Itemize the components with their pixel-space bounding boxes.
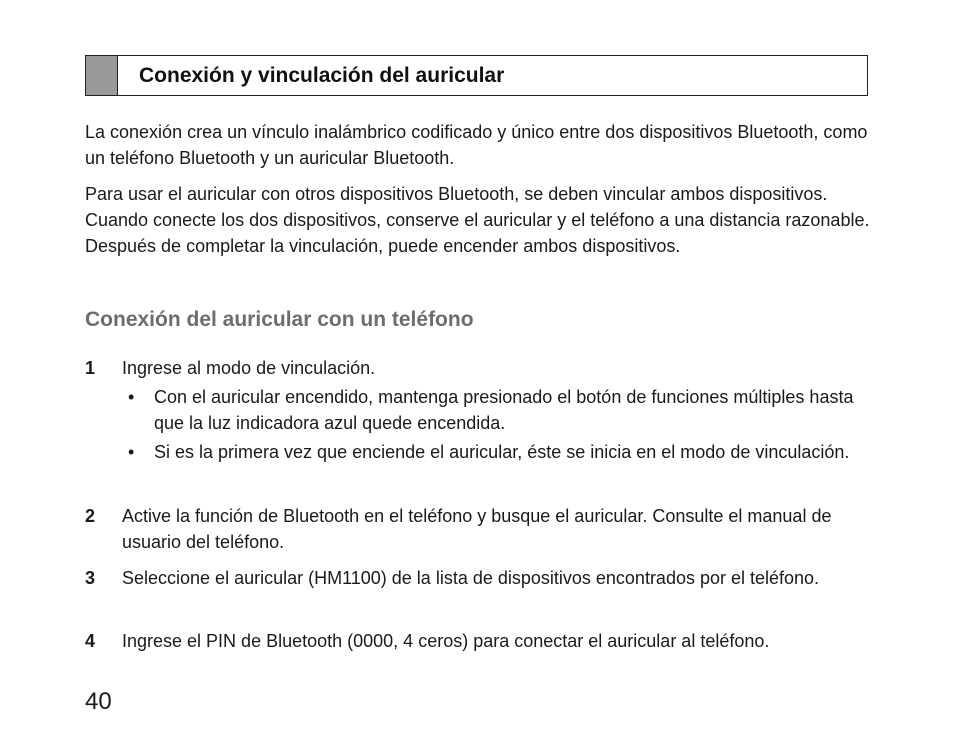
bullet-text: Si es la primera vez que enciende el auricular, éste se inicia en el modo de vinculación. bbox=[154, 442, 850, 462]
intro-paragraph-2: Para usar el auricular con otros dispositivos Bluetooth, se deben vincular ambos dispositivos. Cuando conecte los dos dispositivos, conserve el auricular y el teléfono a una distancia razonable. Después de completar la vinculación, puede encender ambos dispositivos. bbox=[85, 184, 870, 256]
bullet-icon: • bbox=[128, 387, 135, 407]
section-header bbox=[85, 55, 868, 96]
page-number: 40 bbox=[85, 688, 112, 715]
intro-paragraph-1: La conexión crea un vínculo inalámbrico codificado y único entre dos dispositivos Bluetooth, como un teléfono Bluetooth y un auricular Bluetooth. bbox=[85, 122, 868, 168]
step-number: 1 bbox=[85, 358, 96, 378]
step-number: 2 bbox=[85, 506, 96, 526]
step-text: Seleccione el auricular (HM1100) de la lista de dispositivos encontrados por el teléfono. bbox=[122, 568, 820, 588]
step-text: Active la función de Bluetooth en el teléfono y busque el auricular. Consulte el manual de usuario del teléfono. bbox=[122, 506, 832, 552]
step-text: Ingrese el PIN de Bluetooth (0000, 4 ceros) para conectar el auricular al teléfono. bbox=[122, 631, 770, 651]
section-marker bbox=[86, 56, 118, 95]
subsection-title: Conexión del auricular con un teléfono bbox=[85, 308, 474, 331]
step-text: Ingrese al modo de vinculación. bbox=[122, 358, 376, 378]
section-title: Conexión y vinculación del auricular bbox=[139, 63, 505, 87]
bullet-icon: • bbox=[128, 442, 135, 462]
step-number: 3 bbox=[85, 568, 96, 588]
step-number: 4 bbox=[85, 631, 96, 651]
bullet-text: Con el auricular encendido, mantenga presionado el botón de funciones múltiples hasta que la luz indicadora azul quede encendida. bbox=[154, 387, 854, 433]
